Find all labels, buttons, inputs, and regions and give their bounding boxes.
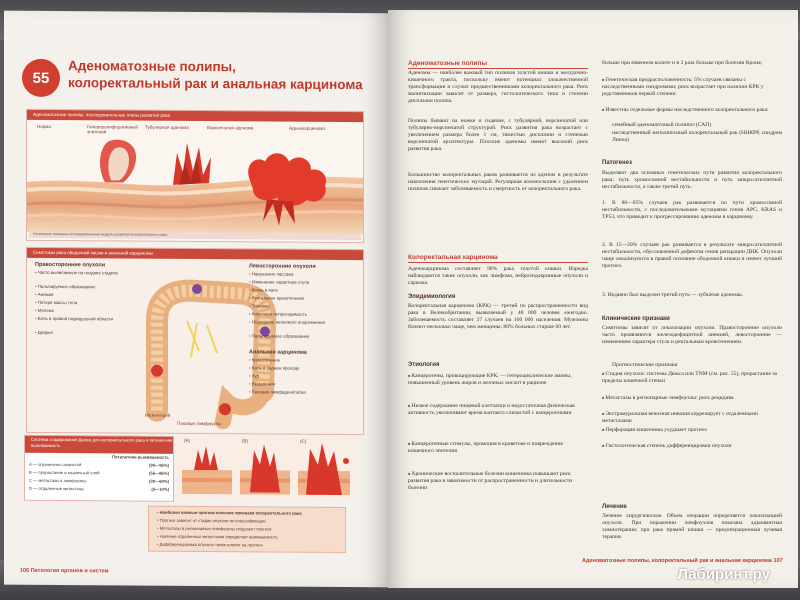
paragraph: Аденомы — наиболее важный тип полипов толстой кишки и желудочно-кишечного тракта, поскольку имеют потенциал злокачественной трансформации и служат предшественниками колоректального рака. Риск малигнизации зависит от размера, гистологического типа и степени дисплазии полипа. bbox=[408, 70, 588, 104]
staging-stage: C — метастазы в лимфоузлы bbox=[29, 477, 87, 484]
panel-label-c: (C) bbox=[300, 438, 307, 444]
staging-row bbox=[29, 470, 169, 476]
tumor-marker bbox=[151, 365, 163, 377]
tumor-marker bbox=[192, 284, 202, 294]
note-item: • Дифференцировка опухоли также влияет на прогноз bbox=[157, 542, 339, 548]
note-item: • Наличие отдаленных метастазов определяет выживаемость bbox=[157, 534, 339, 540]
note-item: • Наиболее важные прогностические признаки колоректального рака bbox=[157, 510, 339, 516]
note-item: • Метастазы в регионарные лимфоузлы ухудшают прогноз bbox=[157, 526, 339, 532]
staging-header: Система стадирования Дюкса для колоректального рака и пятилетняя выживаемость bbox=[25, 436, 173, 454]
etiology-item: ■ Низкое содержание пищевой клетчатки и недостаточная физическая активность увеличивают время контакта слизистой с канцерогенами bbox=[408, 402, 588, 417]
anal-item: • Боль в заднем проходе bbox=[249, 365, 349, 371]
paragraph: 2. В 15—20% случаев рак развивается в результате микросателлитной нестабильности, обусловленной дефектом генов репарации ДНК. Опухоли чаще локализуются в правой половине ободочной кишки и имеют лучший прогноз. bbox=[602, 242, 782, 269]
chapter-number-badge: 55 bbox=[22, 59, 60, 97]
figure-adenoma-sequence bbox=[26, 109, 364, 243]
genetics-subitem: семейный аденоматозный полипоз (САП) bbox=[612, 122, 712, 128]
heading-rule bbox=[408, 262, 588, 263]
staging-stage: D — отдаленные метастазы bbox=[29, 485, 84, 492]
anal-item: • Зуд bbox=[249, 373, 349, 379]
right-item: • Мелена bbox=[35, 308, 135, 314]
prognosis-item: ■ Гистологическая степень дифференцировки опухоли bbox=[602, 442, 782, 450]
prognosis-item: ■ Перфорация кишечника ухудшает прогноз bbox=[602, 426, 782, 434]
right-page bbox=[388, 10, 798, 588]
left-item: • Тенезмы bbox=[249, 303, 349, 309]
left-item: • Кровь в кале bbox=[249, 287, 349, 293]
anal-item: • Кровотечение bbox=[249, 357, 349, 363]
prognosis-subheading: Прогностические признаки bbox=[612, 362, 678, 368]
section-heading-crc: Колоректальная карцинома bbox=[408, 254, 498, 261]
left-item: • Ректальное кровотечение bbox=[249, 295, 349, 301]
right-sided-title: Правосторонние опухоли bbox=[35, 261, 106, 269]
tumor-marker bbox=[219, 403, 231, 415]
stage-label-2: Тубулярная аденома bbox=[145, 124, 189, 130]
mesentery-label: Мезентерий bbox=[145, 412, 171, 418]
staging-stage: B — прорастание в мышечный слой bbox=[29, 469, 100, 476]
subheading-epidemiology: Эпидемиология bbox=[408, 294, 456, 300]
panel-label-a: (A) bbox=[184, 437, 190, 443]
stage-label-4: Аденокарцинома bbox=[289, 125, 325, 131]
left-item: • Ощущение неполного опорожнения bbox=[249, 319, 349, 325]
staging-pct: (55—85%) bbox=[148, 470, 169, 476]
dukes-staging-table bbox=[24, 435, 174, 502]
figure1-header: Аденоматозные полипы: последовательные этапы развития рака bbox=[27, 110, 363, 122]
left-page bbox=[4, 11, 388, 588]
mucosa-illustration bbox=[27, 132, 363, 242]
genetics-subitem: наследственный неполипозный колоректальный рак (ННКРР, синдром Линча) bbox=[612, 130, 782, 143]
stage-label-3: Ворсинчатая аденома bbox=[207, 125, 254, 131]
figure-colon-symptoms bbox=[26, 247, 364, 435]
paragraph: Выделяют два основных генетических пути развития колоректального рака: путь хромосомной нестабильности и путь микросателлитной нестабильности, а также третий путь. bbox=[602, 170, 782, 190]
left-sided-title: Левосторонние опухоли bbox=[249, 263, 316, 270]
heading-rule bbox=[408, 68, 588, 69]
lymph-label: Паховые лимфоузлы bbox=[177, 420, 222, 427]
staging-col-title: Пятилетняя выживаемость bbox=[112, 454, 169, 460]
stage-label-1: Гиперпролиферативный эпителий bbox=[87, 124, 138, 135]
left-item: • Нарушение пассажа bbox=[249, 271, 349, 277]
staging-row bbox=[29, 486, 169, 492]
paragraph: Аденокарцинома составляет 98% рака толстой кишки. Изредка наблюдаются такие опухоли, как лимфома, нейроэндокринные опухоли и саркома. bbox=[408, 266, 588, 286]
prognosis-note-box bbox=[148, 506, 346, 553]
subheading-treatment: Лечение bbox=[602, 504, 627, 510]
right-item: • Часто выявляемые на поздних стадиях bbox=[35, 270, 135, 276]
etiology-item: ■ Хронические воспалительные болезни кишечника повышают риск развития рака в зависимости от распространенности и длительности болезни bbox=[408, 470, 588, 492]
paragraph: Полипы бывают на ножке и сидячие, с тубулярной, ворсинчатой или тубулярно-ворсинчатой структурой. Риск развития рака возрастает с увеличением размера более 1 см, тяжестью дисплазии и степенью ворсинчатой архитектуры. Плоские аденомы имеют высокий риск развития рака. bbox=[408, 118, 588, 152]
villous-adenoma-drawing bbox=[173, 143, 211, 185]
chapter-title-line2: колоректальный рак и анальная карцинома bbox=[68, 75, 363, 93]
staging-pct: (90—95%) bbox=[148, 462, 169, 468]
section-heading-adenoma: Аденоматозные полипы bbox=[408, 60, 488, 67]
prognosis-item: ■ Метастазы в регионарные лимфоузлы: риск рецидива bbox=[602, 394, 782, 402]
right-item: • Пальпируемое образование bbox=[35, 284, 135, 290]
paragraph: Лечение хирургическое. Объем операции определяется локализацией опухоли. При поражении лимфоузлов показана адъювантная химиотерапия; при раке прямой кишки — предоперационная лучевая терапия. bbox=[602, 513, 782, 540]
panel-label-b: (B) bbox=[242, 438, 248, 444]
tubular-adenoma-drawing bbox=[100, 140, 136, 183]
subheading-etiology: Этиология bbox=[408, 362, 440, 368]
prognosis-item: ■ Экстрамуральная венозная инвазия коррелирует с отдаленными метастазами bbox=[602, 410, 782, 425]
dukes-stage-illustrations bbox=[176, 436, 356, 501]
paragraph: Колоректальная карцинома (КРК) — третий по распространенности вид рака в Великобритании, выявляемый у 40 000 человек ежегодно. Заболеваемость составляет 37 случаев на 100 000 населения. Мужчины болеют несколько чаще, чем женщины; 80% больных старше 60 лет. bbox=[408, 303, 588, 330]
paragraph: 1. В 80—85% случаев рак развивается по пути хромосомной нестабильности, с последовательными мутациями генов APC, KRAS и TP53, что приводит к прогрессированию аденомы в карциному. bbox=[602, 200, 782, 220]
anal-title: Анальная карцинома bbox=[249, 349, 307, 356]
paragraph: 3. Недавно был выделен третий путь — зубчатые аденомы. bbox=[602, 292, 744, 298]
anal-item: • Выделения bbox=[249, 381, 349, 387]
subheading-pathogenesis: Патогенез bbox=[602, 160, 632, 166]
right-page-footer: Аденоматозные полипы, колоректальный рак и анальная карцинома 107 bbox=[582, 558, 783, 564]
genetics-item: ■ Генетическая предрасположенность: 5% случаев связаны с наследственными синдромами; риск возрастает при наличии КРК у родственников первой степени. bbox=[602, 76, 782, 98]
stage-label-0: Норма bbox=[37, 123, 51, 129]
staging-pct: (30—60%) bbox=[148, 478, 169, 484]
note-item: • Прогноз зависит от стадии опухоли по классификации bbox=[157, 518, 339, 524]
colon-illustration bbox=[127, 261, 277, 432]
chapter-title-line1: Аденоматозные полипы, bbox=[68, 58, 236, 75]
left-item: • Изменение характера стула bbox=[249, 279, 349, 285]
paragraph: Большинство колоректальных раков развивается из аденом в результате накопления генетических мутаций. Регулярная колоноскопия с удалением полипов снижает заболеваемость и смертность от колоректального рака. bbox=[408, 172, 588, 192]
right-item: • Боль в правой подвздошной области bbox=[35, 316, 135, 322]
right-item: • Потеря массы тела bbox=[35, 300, 135, 306]
right-item: • Анемия bbox=[35, 292, 135, 298]
staging-row bbox=[29, 462, 169, 468]
figure1-caption: На рисунке показана последовательная модель развития колоректального рака bbox=[29, 231, 361, 240]
paragraph: Симптомы зависят от локализации опухоли. Правосторонние опухоли часто проявляются железодефицитной анемией, левосторонние — изменением характера стула и ректальным кровотечением. bbox=[602, 325, 782, 345]
figure2-header: Симптомы рака ободочной кишки и анальной карциномы bbox=[27, 248, 363, 260]
staging-pct: (5—10%) bbox=[151, 486, 169, 492]
site-watermark: Лабиринт.ру bbox=[677, 566, 770, 583]
genetics-item: ■ Известны отдельные формы наследственного колоректального рака: bbox=[602, 106, 782, 114]
subheading-clinical: Клинические признаки bbox=[602, 316, 670, 322]
left-page-footer: 106 Патология органов и систем bbox=[20, 567, 109, 575]
paragraph: больше при язвенном колите и в 3 раза больше при болезни Крона; bbox=[602, 60, 763, 66]
anal-item: • Паховая лимфаденопатия bbox=[249, 389, 349, 395]
etiology-item: ■ Канцерогены, провоцирующие КРК, — гетероциклические амины, повышенный уровень жиров и желчных кислот в рационе bbox=[408, 372, 588, 387]
etiology-item: ■ Канцерогенные стимулы, промоция в кроветоке и повреждение кишечного эпителия bbox=[408, 440, 588, 455]
left-item: • Кишечная непроходимость bbox=[249, 311, 349, 317]
left-item: • Пальпируемое образование bbox=[249, 333, 349, 339]
prognosis-item: ■ Стадия опухоли: системы Дюкса или TNM (см. рис. 55), прорастание за пределы кишечной стенки bbox=[602, 370, 782, 385]
right-item: • Диарея bbox=[35, 330, 135, 336]
staging-stage: A — ограничена слизистой bbox=[29, 461, 82, 468]
chapter-title bbox=[68, 57, 368, 93]
staging-row bbox=[29, 478, 169, 484]
